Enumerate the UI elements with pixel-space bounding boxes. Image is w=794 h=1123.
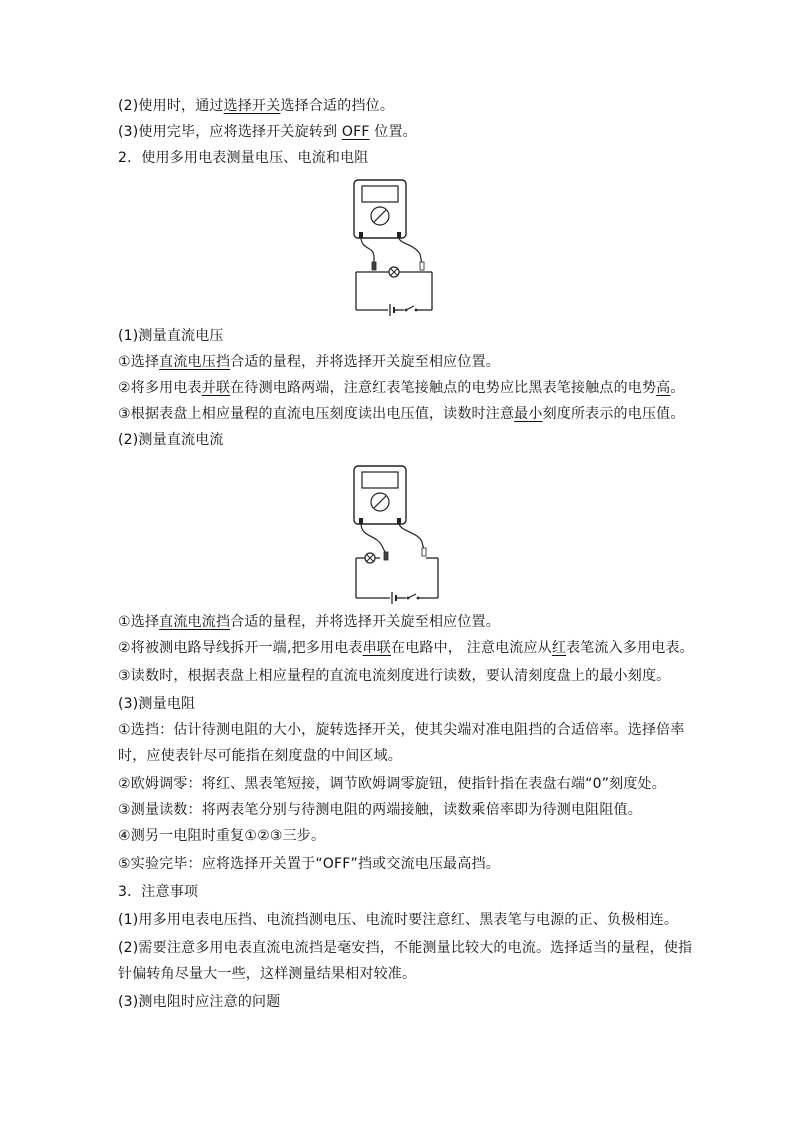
text: (3)使用完毕，应将选择开关旋转到: [118, 124, 342, 140]
text: 表笔流入多用电表。: [566, 640, 694, 656]
text: ①选择: [118, 614, 160, 630]
voltage-step-1: [118, 352, 688, 372]
multimeter-icon: [354, 466, 406, 524]
resistance-step-3: ③测量读数：将两表笔分别与待测电阻的两端接触，读数乘倍率即为待测电阻阻值。: [118, 802, 642, 818]
current-step-3: ③读数时，根据表盘上相应量程的直流电流刻度进行读数，要认清刻度盘上的最小刻度。: [118, 668, 671, 684]
current-step-1: [118, 612, 688, 632]
section-heading-2: 2．使用多用电表测量电压、电流和电阻: [118, 150, 369, 166]
text: 合适的量程，并将选择开关旋至相应位置。: [230, 354, 500, 370]
note-2-line-1: (2)需要注意多用电表直流电流挡是毫安挡，不能测量比较大的电流。选择适当的量程，使指: [118, 940, 693, 956]
note-3: (3)测电阻时应注意的问题: [118, 994, 281, 1010]
lamp-icon: [365, 553, 375, 563]
text: ②将多用电表: [118, 380, 202, 396]
resistance-step-2: ②欧姆调零：将红、黑表笔短接，调节欧姆调零旋钮，使指针指在表盘右端“0”刻度处。: [118, 776, 666, 792]
battery-icon: [392, 592, 396, 604]
voltage-measurement-figure: [340, 176, 450, 320]
subheading-dc-voltage: (1)测量直流电压: [118, 328, 224, 344]
subheading-dc-current: (2)测量直流电流: [118, 432, 224, 448]
voltage-step-2: [118, 378, 688, 398]
underlined-term: OFF: [341, 124, 370, 140]
multimeter-icon: [354, 180, 406, 238]
underlined-term: 并联: [201, 380, 231, 396]
subheading-resistance: (3)测量电阻: [118, 696, 196, 712]
text: 在电路中， 注意电流应从: [391, 640, 552, 656]
text: (2)使用时，通过: [118, 98, 224, 114]
text: ②将被测电路导线拆开一端,把多用电表: [118, 640, 363, 656]
text: 。: [670, 380, 685, 396]
battery-icon: [390, 304, 394, 316]
underlined-term: 直流电流挡: [159, 614, 231, 630]
paragraph-finish: [118, 122, 688, 142]
underlined-term: 选择开关: [223, 98, 281, 114]
text: 刻度所表示的电压值。: [542, 406, 685, 422]
underlined-term: 红: [551, 640, 567, 656]
current-measurement-figure: [340, 460, 450, 608]
underlined-term: 最小: [514, 406, 543, 422]
current-step-2: [118, 638, 694, 658]
text: 位置。: [369, 124, 417, 140]
note-1: (1)用多用电表电压挡、电流挡测电压、电流时要注意红、黑表笔与电源的正、负极相连。: [118, 912, 679, 928]
resistance-step-4: ④测另一电阻时重复①②③三步。: [118, 828, 326, 844]
text: ①选择: [118, 354, 160, 370]
resistance-step-1-line-1: ①选挡：估计待测电阻的大小，旋转选择开关，使其尖端对准电阻挡的合适倍率。选择倍率: [118, 722, 685, 738]
text: 选择合适的挡位。: [280, 98, 395, 114]
underlined-term: 直流电压挡: [159, 354, 231, 370]
resistance-step-1-line-2: 时，应使表针尽可能指在刻度盘的中间区域。: [118, 748, 402, 764]
text: ③根据表盘上相应量程的直流电压刻度读出电压值，读数时注意: [118, 406, 515, 422]
lamp-icon: [389, 267, 399, 277]
note-2-line-2: 针偏转角尽量大一些，这样测量结果相对较准。: [118, 966, 417, 982]
underlined-term: 串联: [362, 640, 392, 656]
text: 在待测电路两端，注意红表笔接触点的电势应比黑表笔接触点的电势: [230, 380, 657, 396]
switch-icon: [407, 594, 420, 599]
switch-icon: [405, 306, 418, 311]
paragraph-usage: [118, 96, 688, 116]
section-heading-3: 3．注意事项: [118, 884, 199, 900]
underlined-term: 高: [656, 380, 671, 396]
voltage-step-3: [118, 404, 688, 424]
resistance-step-5: ⑤实验完毕：应将选择开关置于“OFF”挡或交流电压最高挡。: [118, 856, 500, 872]
text: 合适的量程，并将选择开关旋至相应位置。: [230, 614, 500, 630]
